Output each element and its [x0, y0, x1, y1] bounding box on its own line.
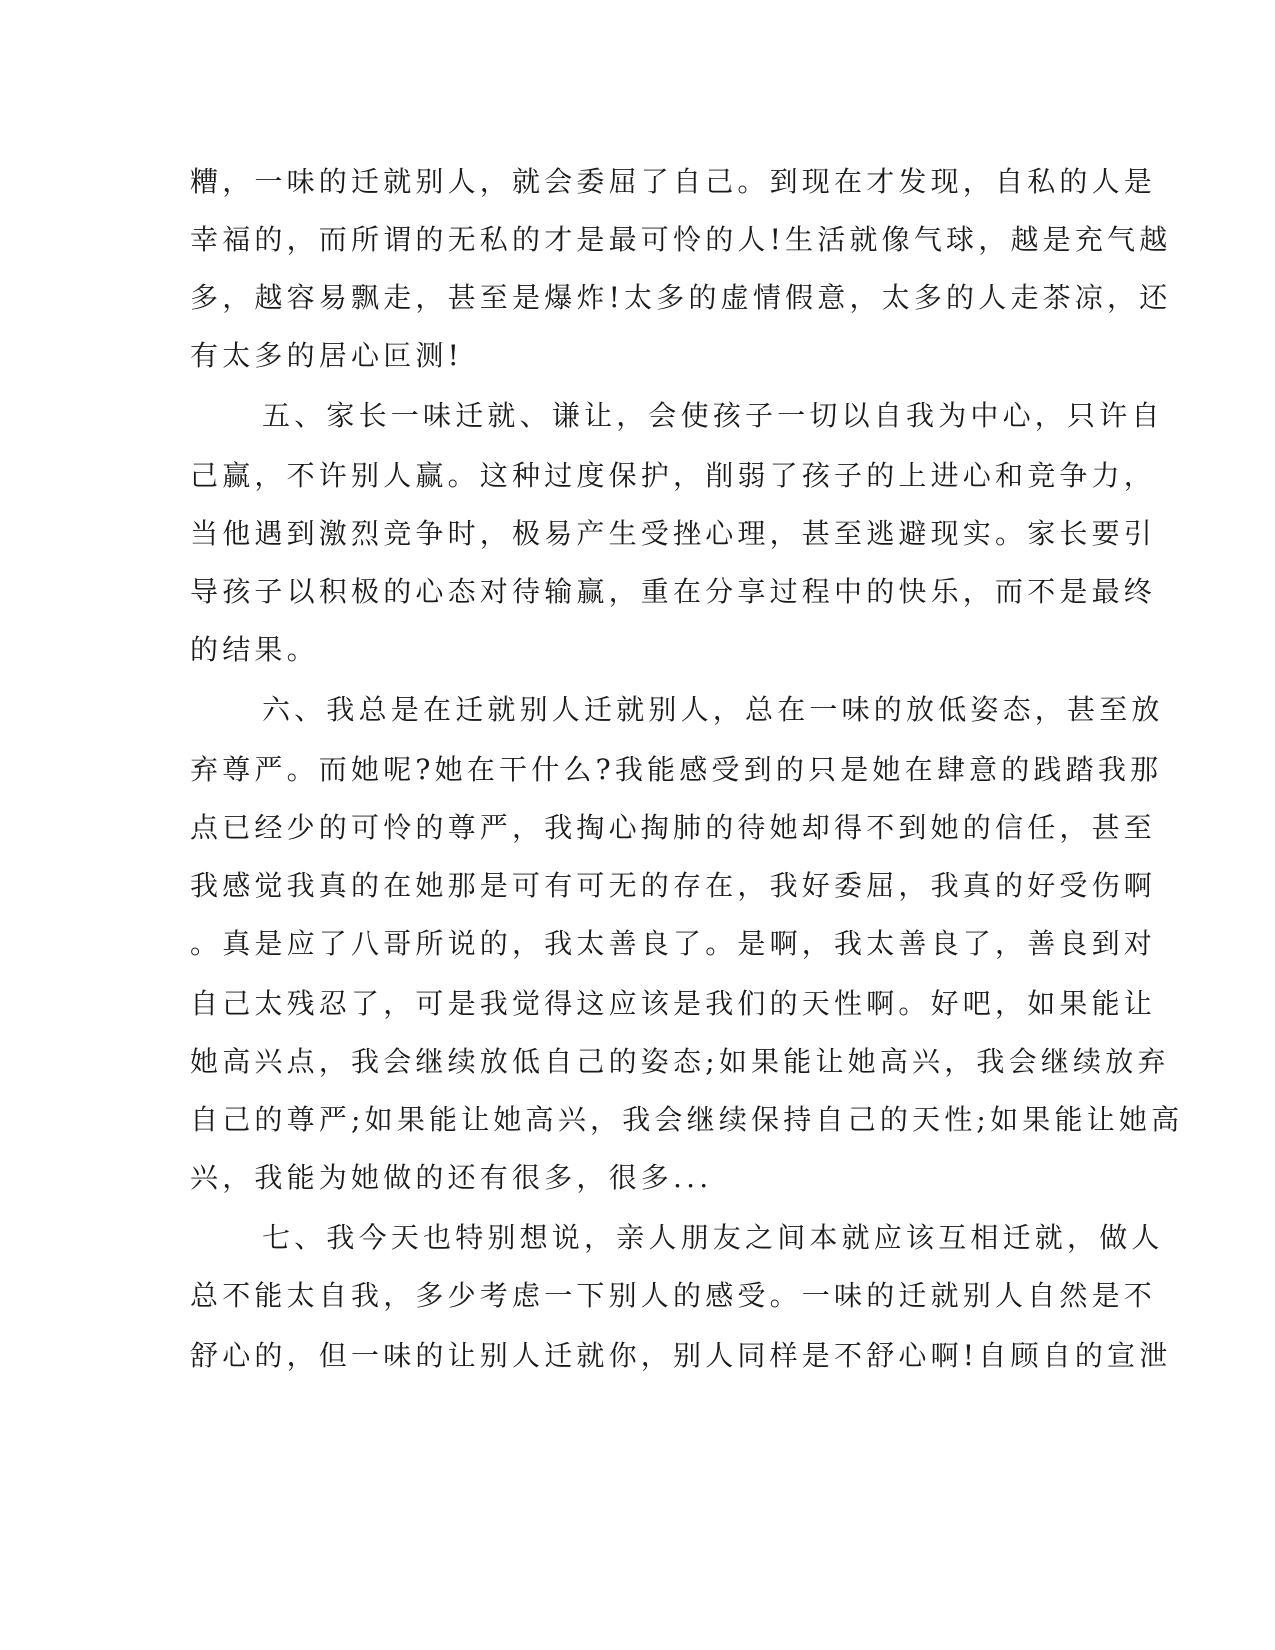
text-line: 她高兴点，我会继续放低自己的姿态;如果能让她高兴，我会继续放弃	[190, 1045, 1170, 1078]
paragraph-start-line: 五、家长一味迁就、谦让，会使孩子一切以自我为中心，只许自	[262, 399, 1164, 432]
text-line: 当他遇到激烈竞争时，极易产生受挫心理，甚至逃避现实。家长要引	[190, 517, 1157, 550]
text-line: 。真是应了八哥所说的，我太善良了。是啊，我太善良了，善良到对	[190, 927, 1157, 960]
text-line: 总不能太自我，多少考虑一下别人的感受。一味的迁就别人自然是不	[190, 1279, 1157, 1312]
text-line: 兴，我能为她做的还有很多，很多...	[190, 1161, 713, 1194]
text-line: 弃尊严。而她呢?她在干什么?我能感受到的只是她在肆意的践踏我那	[190, 753, 1163, 786]
paragraph-start-line: 六、我总是在迁就别人迁就别人，总在一味的放低姿态，甚至放	[262, 693, 1164, 726]
text-line: 自己太残忍了，可是我觉得这应该是我们的天性啊。好吧，如果能让	[190, 987, 1157, 1020]
text-line: 点已经少的可怜的尊严，我掏心掏肺的待她却得不到她的信任，甚至	[190, 811, 1157, 844]
text-line: 自己的尊严;如果能让她高兴，我会继续保持自己的天性;如果能让她高	[190, 1103, 1184, 1136]
text-line: 有太多的居心叵测!	[190, 339, 464, 372]
text-line: 幸福的，而所谓的无私的才是最可怜的人!生活就像气球，越是充气越	[190, 223, 1172, 256]
paragraph-start-line: 七、我今天也特别想说，亲人朋友之间本就应该互相迁就，做人	[262, 1221, 1164, 1254]
text-line: 己赢，不许别人赢。这种过度保护，削弱了孩子的上进心和竞争力，	[190, 459, 1157, 492]
text-line: 舒心的，但一味的让别人迁就你，别人同样是不舒心啊!自顾自的宣泄	[190, 1339, 1172, 1372]
text-line: 糟，一味的迁就别人，就会委屈了自己。到现在才发现，自私的人是	[190, 165, 1157, 198]
text-line: 的结果。	[190, 633, 319, 666]
text-line: 多，越容易飘走，甚至是爆炸!太多的虚情假意，太多的人走茶凉，还	[190, 281, 1172, 314]
text-line: 导孩子以积极的心态对待输赢，重在分享过程中的快乐，而不是最终	[190, 575, 1157, 608]
text-line: 我感觉我真的在她那是可有可无的存在，我好委屈，我真的好受伤啊	[190, 869, 1157, 902]
